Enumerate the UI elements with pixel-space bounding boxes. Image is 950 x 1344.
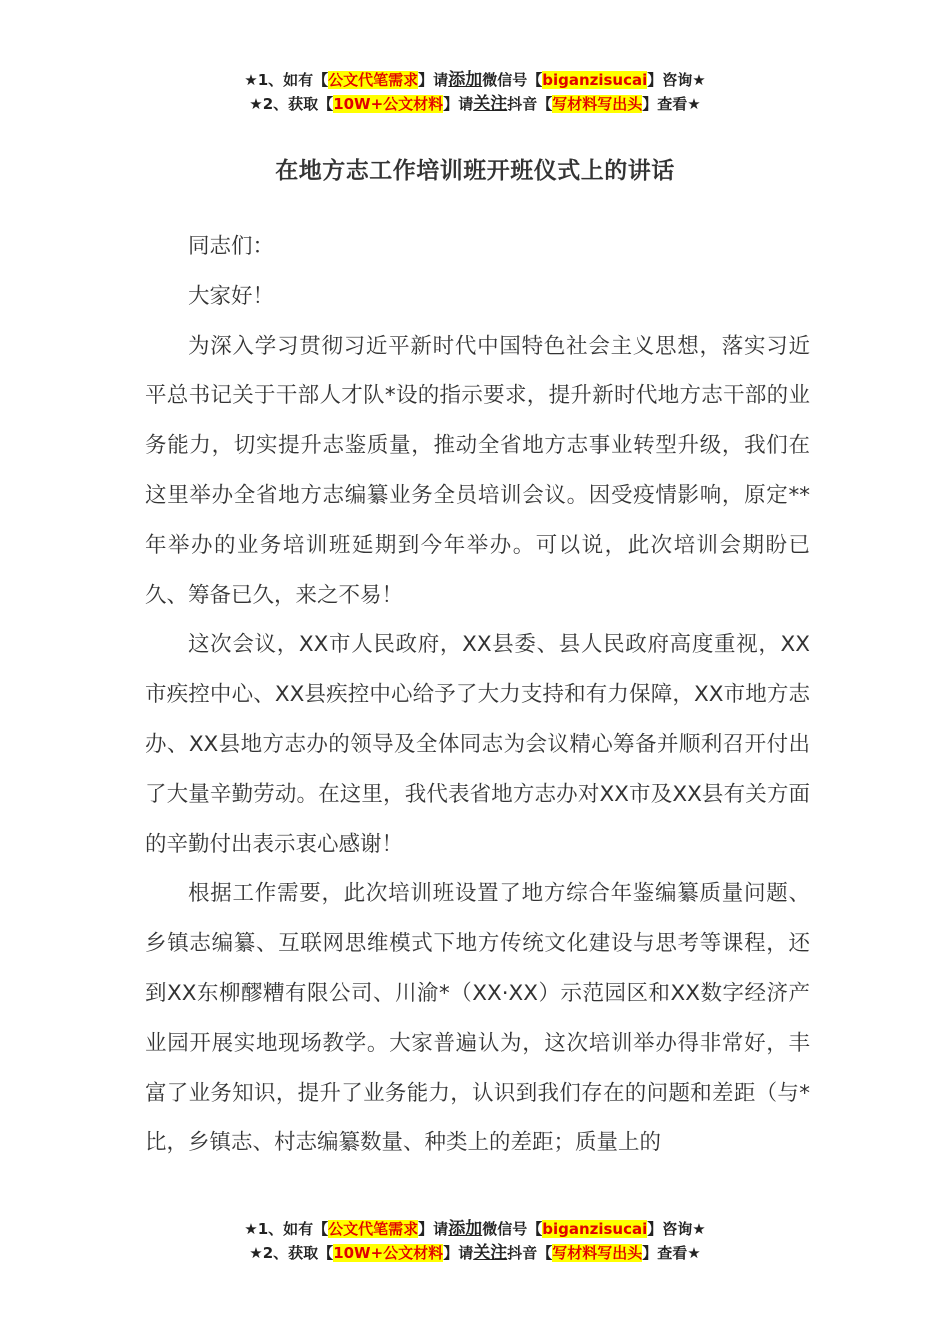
body-paragraph: 这次会议，XX市人民政府，XX县委、县人民政府高度重视，XX市疾控中心、XX县疾控中心给予了大力支持和有力保障，XX市地方志办、XX县地方志办的领导及全体同志为会议精心筹备并顺利召开付出了大量辛勤劳动。在这里，我代表省地方志办对XX市及XX县有关方面的辛勤付出表示衷心感谢！	[145, 632, 810, 857]
document-title: 在地方志工作培训班开班仪式上的讲话	[275, 158, 675, 184]
banner-line-1: ★1、如有【公文代笔需求】请添加微信号【biganzisucai】咨询★	[244, 1219, 706, 1239]
banner-highlight: 10W+公文材料	[333, 95, 444, 113]
banner-highlight: biganzisucai	[542, 1220, 648, 1238]
footer-banner	[0, 1217, 950, 1265]
banner-emphasis: 关注	[473, 94, 508, 114]
banner-highlight: 公文代笔需求	[328, 71, 419, 89]
banner-line-2: ★2、获取【10W+公文材料】请关注抖音【写材料写出头】查看★	[249, 94, 701, 114]
body-paragraph: 根据工作需要，此次培训班设置了地方综合年鉴编纂质量问题、乡镇志编纂、互联网思维模式下地方传统文化建设与思考等课程，还到XX东柳醪糟有限公司、川渝*（XX·XX）示范园区和XX数字经济产业园开展实地现场教学。大家普遍认为，这次培训举办得非常好，丰富了业务知识，提升了业务能力，认识到我们存在的问题和差距（与*比，乡镇志、村志编纂数量、种类上的差距；质量上的	[145, 881, 810, 1156]
banner-emphasis: 添加	[448, 1219, 483, 1239]
greeting: 大家好！	[188, 283, 275, 309]
body-paragraph: 为深入学习贯彻习近平新时代中国特色社会主义思想，落实习近平总书记关于干部人才队*设的指示要求，提升新时代地方志干部的业务能力，切实提升志鉴质量，推动全省地方志事业转型升级，我们在这里举办全省地方志编纂业务全员培训会议。因受疫情影响，原定**年举办的业务培训班延期到今年举办。可以说，此次培训会期盼已久、筹备已久，来之不易！	[145, 333, 810, 608]
banner-emphasis: 关注	[473, 1243, 508, 1263]
salutation: 同志们：	[188, 234, 275, 259]
banner-line-1: ★1、如有【公文代笔需求】请添加微信号【biganzisucai】咨询★	[244, 70, 706, 90]
banner-highlight: 写材料写出头	[552, 1244, 643, 1262]
banner-highlight: 10W+公文材料	[333, 1244, 444, 1262]
header-banner	[0, 68, 950, 116]
banner-highlight: biganzisucai	[542, 71, 648, 89]
banner-line-2: ★2、获取【10W+公文材料】请关注抖音【写材料写出头】查看★	[249, 1243, 701, 1263]
banner-highlight: 写材料写出头	[552, 95, 643, 113]
banner-emphasis: 添加	[448, 70, 483, 90]
banner-highlight: 公文代笔需求	[328, 1220, 419, 1238]
document-body	[145, 222, 810, 1168]
